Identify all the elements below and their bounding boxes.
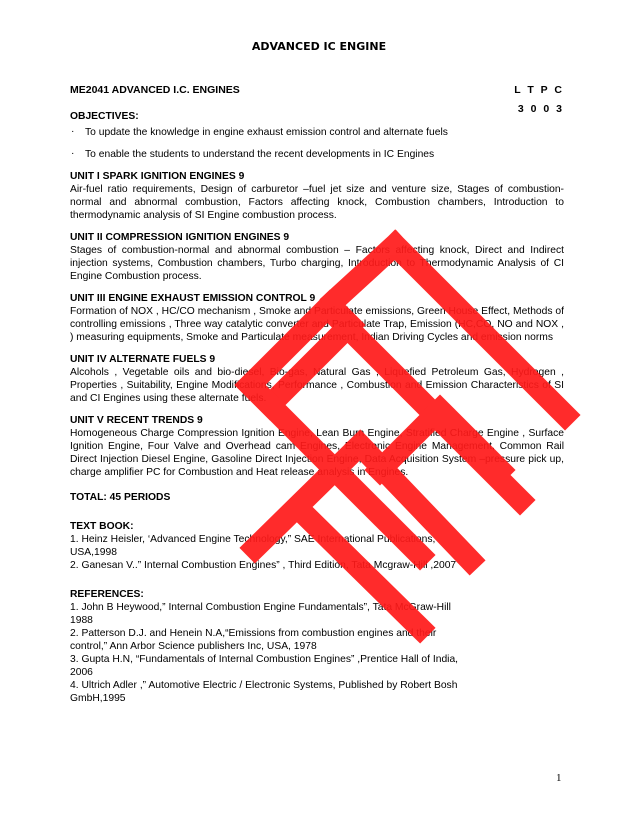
document-heading: ADVANCED IC ENGINE [251,40,387,53]
objective-item [70,148,564,161]
reference-line: 1988 [70,615,93,626]
textbook-section [70,520,564,572]
page-number: 1 [556,772,562,784]
unit-body: Homogeneous Charge Compression Ignition Engine, Lean Burn Engine, Stratified Charge Engine , Surface Ignition Engine, Four Valve and Overhead cam Engines, Electronic Engine Management, Common Rail Direct Injection Diesel Engine, Gasoline Direct Injection Engine, Data Acquisition System –pressure pick up, charge amplifier PC for Combustion and Heat release analysis in Engines. [70,428,564,478]
unit-title: UNIT III ENGINE EXHAUST EMISSION CONTROL 9 [70,293,316,304]
textbook-title: TEXT BOOK: [70,521,134,532]
unit-1 [70,170,564,222]
unit-3 [70,292,564,344]
textbook-line: USA,1998 [70,547,117,558]
reference-line: control,” Ann Arbor Science publishers Inc, USA, 1978 [70,641,317,652]
reference-line: 2. Patterson D.J. and Henein N.A,“Emissions from combustion engines and their [70,628,437,639]
reference-line: 4. Ultrich Adler ,” Automotive Electric / Electronic Systems, Published by Robert Bosh [70,680,458,691]
unit-body: Air-fuel ratio requirements, Design of carburetor –fuel jet size and venture size, Stages of combustion-normal and abnormal combustion, Factors affecting knock, Combustion chambers, Introduction to thermodynamic analysis of SI Engine combustion process. [70,184,564,221]
reference-line: 3. Gupta H.N, “Fundamentals of Internal Combustion Engines” ,Prentice Hall of India, [70,654,459,665]
textbook-line: 1. Heinz Heisler, ‘Advanced Engine Technology,” SAE International Publications, [70,534,436,545]
references-title: REFERENCES: [70,589,144,600]
reference-line: 2006 [70,667,93,678]
ltpc-values: 3 0 0 3 [517,103,564,115]
textbook-line: 2. Ganesan V..” Internal Combustion Engines” , Third Edition, Tata Mcgraw-Hill ,2007 [70,560,457,571]
unit-body: Formation of NOX , HC/CO mechanism , Smoke and Particulate emissions, Green House Effect, Methods of controlling emissions , Three way catalytic converter and Particulate Trap, Emission (HC,CO, NO and NOX , ) measuring equipments, Smoke and Particulate measurement, Indian Driving Cycles and emission norms [70,306,564,343]
bullet-icon: · [71,126,75,137]
objective-text: To enable the students to understand the recent developments in IC Engines [85,149,435,160]
references-section [70,588,564,705]
syllabus-content [70,110,564,705]
unit-title: UNIT IV ALTERNATE FUELS 9 [70,354,216,365]
objectives-list [70,126,564,161]
objective-text: To update the knowledge in engine exhaust emission control and alternate fuels [85,127,448,138]
course-code: ME2041 ADVANCED I.C. ENGINES [70,84,240,96]
unit-4 [70,353,564,405]
unit-5 [70,414,564,479]
reference-line: GmbH,1995 [70,693,126,704]
bullet-icon: · [71,148,75,159]
objectives-title: OBJECTIVES: [70,111,139,122]
total-periods: TOTAL: 45 PERIODS [70,492,171,503]
objective-item [70,126,564,139]
unit-body: Alcohols , Vegetable oils and bio-diesel, Bio-gas, Natural Gas , Liquefied Petroleum Gas, Hydrogen , Properties , Suitability, Engine Modifications, Performance , Combustion and Emission Characteristics of SI and CI Engines using these alternate fuels. [70,367,564,404]
unit-2 [70,231,564,283]
unit-title: UNIT II COMPRESSION IGNITION ENGINES 9 [70,232,290,243]
unit-title: UNIT I SPARK IGNITION ENGINES 9 [70,171,245,182]
unit-title: UNIT V RECENT TRENDS 9 [70,415,203,426]
reference-line: 1. John B Heywood,” Internal Combustion Engine Fundamentals”, Tata McGraw-Hill [70,602,451,613]
ltpc-label: L T P C [514,84,564,96]
unit-body: Stages of combustion-normal and abnormal combustion – Factors affecting knock, Direct and Indirect injection systems, Combustion chambers, Turbo charging, Introduction to Thermodynamic Analysis of CI Engine Combustion process. [70,245,564,282]
